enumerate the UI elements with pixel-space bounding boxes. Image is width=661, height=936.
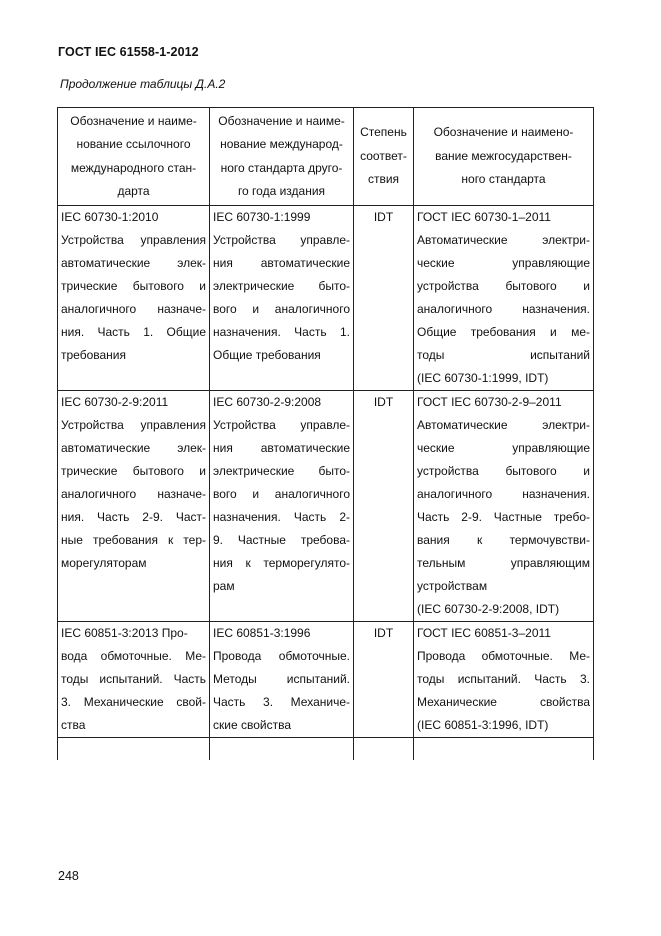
cell-text-line: ния автоматические [213,256,350,270]
cell-text-line: автоматические элек- [61,441,206,455]
cell-text-line: (IEC 60730-2-9:2008, IDT) [417,602,560,616]
cell-text-line: Механические свойства [417,695,590,709]
cell-text-line: назначения. Часть 2- [213,510,350,524]
header-degree-of-correspondence [354,108,414,206]
cell-text-line: IEC 60730-1:2010 [61,210,159,224]
cell-text-line: Автоматические электри- [417,418,590,432]
cell-text-line: морегуляторам [61,556,147,570]
cell-text-line: ГОСТ IEC 60730-2-9–2011 [417,395,562,409]
page-number: 248 [58,869,79,883]
cell-text-line: устройствам [417,579,488,593]
cell-text-line: ния. Часть 2-9. Част- [61,510,206,524]
cell-text-line: ные требования к тер- [61,533,206,547]
cell-text-line: электрические быто- [213,279,350,293]
header-text-line: дарта [117,184,150,198]
cell-text-line: IEC 60730-2-9:2011 [61,395,169,409]
cell-text-line: Часть 3. Механиче- [213,695,350,709]
header-text-line: Обозначение и наиме- [218,113,345,128]
header-text-line: Обозначение и наимено- [433,125,574,140]
cell-text-line: Часть 2-9. Частные требо- [417,510,590,524]
cell-text-line: тоды испытаний. Часть [61,672,206,686]
cell-text-line: Устройства управле- [213,233,350,247]
reference-standard-cell [58,622,210,738]
cell-text-line: устройства бытового и [417,279,590,293]
table-header-row [58,108,594,206]
cell-text-line: устройства бытового и [417,464,590,478]
interstate-standard-cell [414,391,594,622]
empty-cell [210,738,354,761]
cell-text-line: аналогичного назначения. [417,487,590,501]
cell-text-line: тельным управляющим [417,556,590,570]
cell-text-line: ские свойства [213,718,291,732]
header-interstate-standard [414,108,594,206]
cell-text-line: (IEC 60730-1:1999, IDT) [417,371,549,385]
cell-text-line: трические бытового и [61,279,206,293]
cell-text-line: рам [213,579,235,593]
header-text-line: го года издания [237,184,326,198]
cell-text-line: Автоматические электри- [417,233,590,247]
cell-text-line: 9. Частные требова- [213,533,350,547]
cell-text-line: IEC 60730-2-9:2008 [213,395,322,409]
header-text-line: вание межгосударствен- [435,148,572,163]
cell-text-line: вого и аналогичного [213,302,350,316]
header-text-line: Обозначение и наиме- [70,113,197,128]
cell-text-line: ческие управляющие [417,441,590,455]
cell-text-line: Общие требования и ме- [417,325,590,339]
cell-text-line: аналогичного назначения. [417,302,590,316]
document-code: ГОСТ IEC 61558-1-2012 [58,45,199,59]
header-international-standard [210,108,354,206]
cell-text-line: ния к терморегулято- [213,556,350,570]
cell-text-line: ГОСТ IEC 60851-3–2011 [417,626,551,640]
cell-text-line: Провода обмоточные. [213,649,350,663]
empty-cell [58,738,210,761]
cell-text-line: Устройства управле- [213,418,350,432]
empty-cell [354,738,414,761]
cell-text-line: вода обмоточные. Ме- [61,649,206,663]
header-text-line: нование ссылочного [76,137,191,151]
header-text-line: соответ- [360,148,407,163]
cell-text-line: IEC 60851-3:2013 Про- [61,626,188,640]
cell-text-line: 3. Механические свой- [61,695,206,709]
standards-table [57,107,594,760]
interstate-standard-cell [414,206,594,391]
table-row [58,206,594,391]
cell-text-line: IEC 60851-3:1996 [213,626,311,640]
cell-text-line: Методы испытаний. [213,672,350,686]
header-text-line: ного стандарта друго- [220,160,343,175]
reference-standard-cell [58,206,210,391]
header-text-line: ствия [367,172,400,187]
cell-text-line: ния. Часть 1. Общие [61,325,206,339]
cell-text-line: трические бытового и [61,464,206,478]
cell-text-line: требования [61,348,126,362]
cell-text-line: аналогичного назначе- [61,302,206,316]
table-row [58,391,594,622]
cell-text-line: Общие требования [213,348,321,362]
degree-cell: IDT [354,622,414,738]
cell-text-line: автоматические элек- [61,256,206,270]
header-reference-standard [58,108,210,206]
cell-text-line: ГОСТ IEC 60730-1–2011 [417,210,551,224]
degree-cell: IDT [354,206,414,391]
cell-text-line: Провода обмоточные. Ме- [417,649,590,663]
cell-text-line: вого и аналогичного [213,487,350,501]
cell-text-line: Устройства управления [61,233,206,247]
cell-text-line: ния автоматические [213,441,350,455]
table-row-empty [58,738,594,761]
table-row [58,622,594,738]
cell-text-line: ства [61,718,86,732]
degree-cell: IDT [354,391,414,622]
cell-text-line: электрические быто- [213,464,350,478]
table-caption: Продолжение таблицы Д.А.2 [60,77,226,91]
header-text-line: международного стан- [70,160,197,175]
cell-text-line: назначения. Часть 1. [213,325,350,339]
cell-text-line: ческие управляющие [417,256,590,270]
interstate-standard-cell [414,622,594,738]
cell-text-line: тоды испытаний. Часть 3. [417,672,590,686]
cell-text-line: вания к термочувстви- [417,533,590,547]
international-standard-cell [210,622,354,738]
cell-text-line: Устройства управления [61,418,206,432]
cell-text-line: IEC 60730-1:1999 [213,210,311,224]
header-text-line: Степень [360,125,407,140]
header-text-line: нование международ- [220,137,343,151]
cell-text-line: аналогичного назначе- [61,487,206,501]
cell-text-line: тоды испытаний [417,348,590,362]
reference-standard-cell [58,391,210,622]
cell-text-line: (IEC 60851-3:1996, IDT) [417,718,549,732]
header-text-line: ного стандарта [461,172,546,187]
international-standard-cell [210,391,354,622]
empty-cell [414,738,594,761]
international-standard-cell [210,206,354,391]
